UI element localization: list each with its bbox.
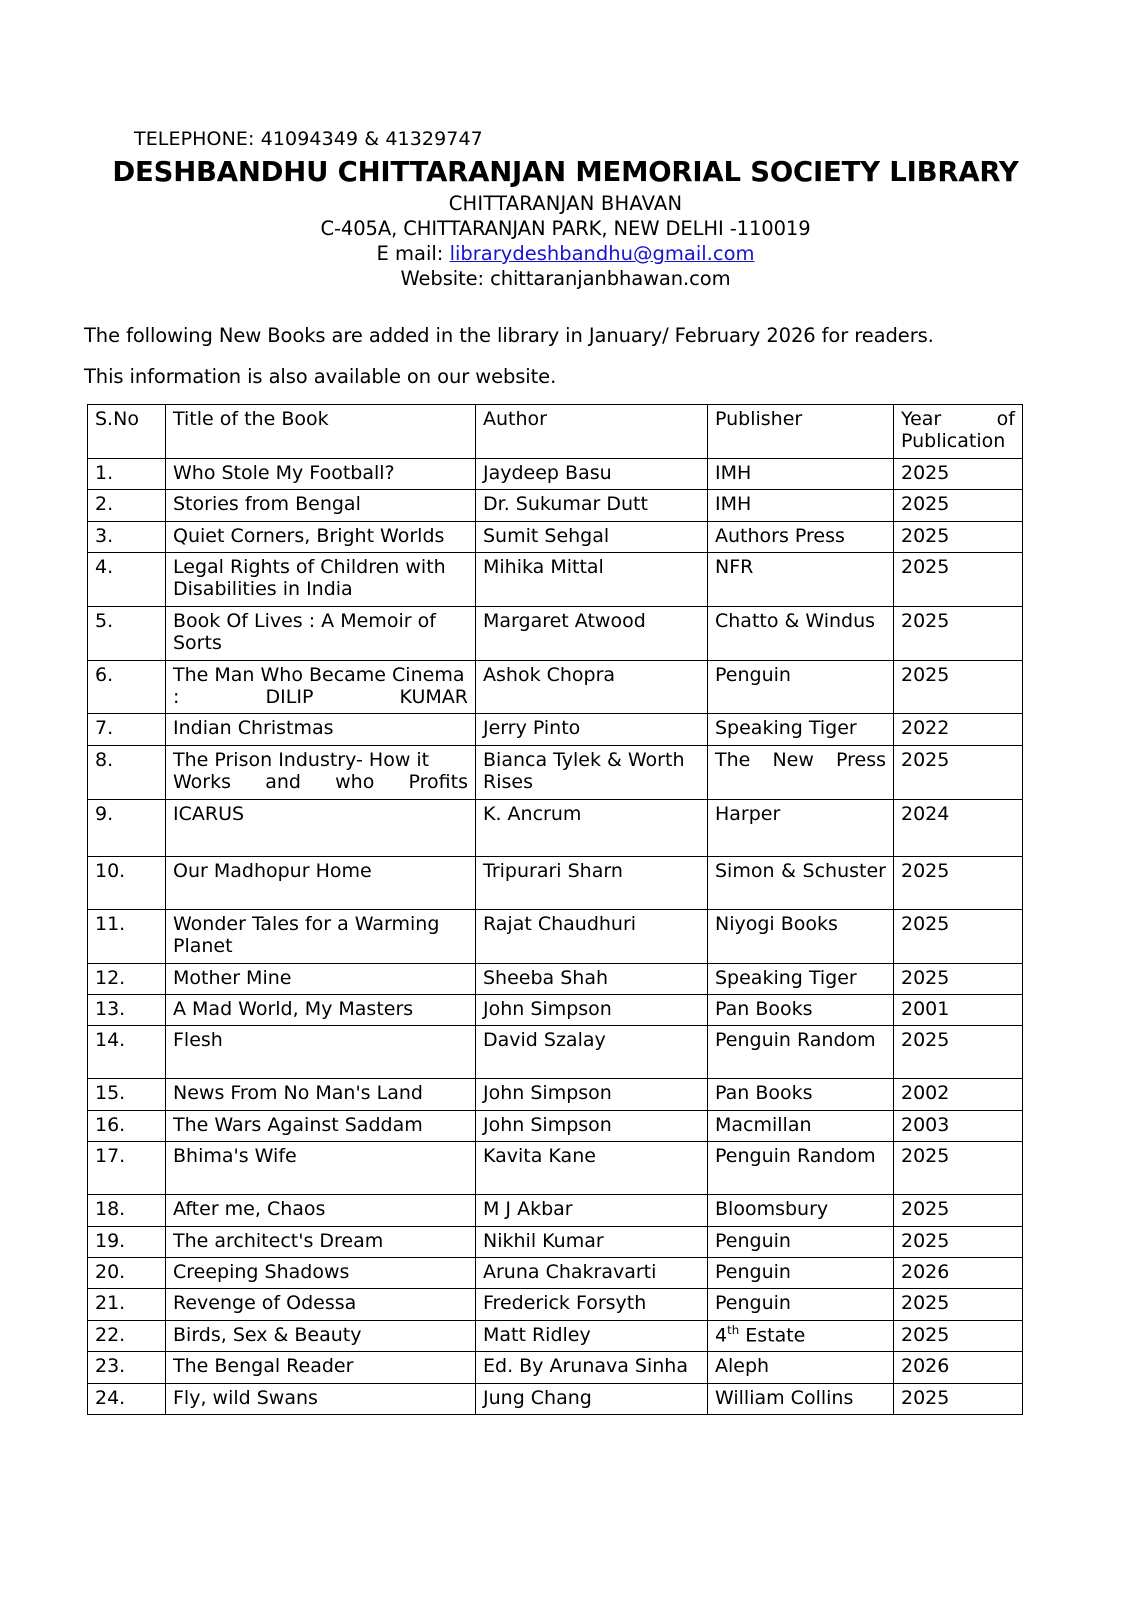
table-row [88,521,1023,552]
cell-publisher: Pan Books [708,994,894,1025]
cell-title: The Bengal Reader [166,1352,476,1383]
table-row [88,606,1023,660]
cell-author: Aruna Chakravarti [476,1257,708,1288]
intro-line-2: This information is also available on our website. [84,365,557,388]
cell-title: Flesh [166,1026,476,1079]
cell-sno: 2. [88,490,166,521]
cell-author: K. Ancrum [476,799,708,856]
cell-year: 2025 [894,1026,1023,1079]
cell-year: 2025 [894,1226,1023,1257]
table-row [88,1226,1023,1257]
table-row [88,799,1023,856]
cell-author: Sheeba Shah [476,963,708,994]
building-name: CHITTARANJAN BHAVAN [448,192,683,215]
email-label: E mail: [376,242,450,265]
cell-author: Matt Ridley [476,1320,708,1352]
cell-author: Jerry Pinto [476,714,708,745]
cell-author: Sumit Sehgal [476,521,708,552]
cell-sno: 23. [88,1352,166,1383]
cell-year: 2025 [894,1142,1023,1195]
table-row [88,1026,1023,1079]
cell-publisher: Speaking Tiger [708,963,894,994]
cell-year: 2025 [894,1195,1023,1226]
cell-sno: 21. [88,1289,166,1320]
cell-author: Margaret Atwood [476,606,708,660]
table-row [88,745,1023,799]
table-row [88,856,1023,909]
cell-sno: 13. [88,994,166,1025]
table-row [88,458,1023,489]
cell-sno: 20. [88,1257,166,1288]
cell-title: Indian Christmas [166,714,476,745]
cell-title: Mother Mine [166,963,476,994]
cell-sno: 3. [88,521,166,552]
column-header-sno: S.No [88,405,166,459]
cell-title: Who Stole My Football? [166,458,476,489]
cell-title: Creeping Shadows [166,1257,476,1288]
cell-author: Mihika Mittal [476,553,708,607]
cell-year: 2025 [894,660,1023,714]
table-row [88,1195,1023,1226]
cell-sno: 24. [88,1383,166,1414]
cell-year: 2026 [894,1257,1023,1288]
cell-year: 2001 [894,994,1023,1025]
cell-sno: 18. [88,1195,166,1226]
cell-title: Legal Rights of Children with Disabilities in India [166,553,476,607]
cell-author: John Simpson [476,1079,708,1110]
website-line: Website: chittaranjanbhawan.com [400,267,731,290]
cell-author: Ashok Chopra [476,660,708,714]
table-row [88,994,1023,1025]
cell-year: 2025 [894,856,1023,909]
cell-publisher: Penguin [708,1226,894,1257]
cell-year: 2003 [894,1110,1023,1141]
cell-author: Jung Chang [476,1383,708,1414]
cell-title: ICARUS [166,799,476,856]
cell-sno: 7. [88,714,166,745]
cell-publisher: Macmillan [708,1110,894,1141]
table-row [88,963,1023,994]
cell-publisher: IMH [708,490,894,521]
cell-title: Wonder Tales for a Warming Planet [166,909,476,963]
cell-year: 2002 [894,1079,1023,1110]
cell-sno: 5. [88,606,166,660]
cell-publisher: William Collins [708,1383,894,1414]
organization-title: DESHBANDHU CHITTARANJAN MEMORIAL SOCIETY LIBRARY [112,156,1019,188]
cell-publisher: 4th Estate [708,1320,894,1352]
cell-author: Bianca Tylek & Worth Rises [476,745,708,799]
column-header-year-word2: of [996,408,1015,430]
table-row [88,1257,1023,1288]
cell-sno: 6. [88,660,166,714]
cell-sno: 14. [88,1026,166,1079]
column-header-title: Title of the Book [166,405,476,459]
cell-title: Quiet Corners, Bright Worlds [166,521,476,552]
cell-publisher: Simon & Schuster [708,856,894,909]
cell-title: The Wars Against Saddam [166,1110,476,1141]
cell-sno: 19. [88,1226,166,1257]
cell-publisher: Authors Press [708,521,894,552]
cell-publisher: Penguin Random [708,1142,894,1195]
cell-sno: 9. [88,799,166,856]
cell-author: Kavita Kane [476,1142,708,1195]
cell-year: 2025 [894,521,1023,552]
table-row [88,1110,1023,1141]
cell-publisher: IMH [708,458,894,489]
cell-author: Frederick Forsyth [476,1289,708,1320]
cell-year: 2025 [894,1320,1023,1352]
table-row [88,714,1023,745]
cell-publisher: Penguin Random [708,1026,894,1079]
cell-title: Birds, Sex & Beauty [166,1320,476,1352]
table-row [88,1383,1023,1414]
email-line [84,242,1047,265]
cell-publisher: Penguin [708,660,894,714]
cell-year: 2025 [894,909,1023,963]
cell-author: Ed. By Arunava Sinha [476,1352,708,1383]
cell-sno: 11. [88,909,166,963]
cell-title: Our Madhopur Home [166,856,476,909]
cell-author: David Szalay [476,1026,708,1079]
address-line: C-405A, CHITTARANJAN PARK, NEW DELHI -110019 [320,217,811,240]
cell-sno: 17. [88,1142,166,1195]
cell-publisher: NFR [708,553,894,607]
cell-year: 2025 [894,1289,1023,1320]
cell-author: Jaydeep Basu [476,458,708,489]
cell-publisher: Speaking Tiger [708,714,894,745]
cell-author: Dr. Sukumar Dutt [476,490,708,521]
table-row [88,1320,1023,1352]
telephone-line: TELEPHONE: 41094349 & 41329747 [134,128,483,150]
cell-sno: 12. [88,963,166,994]
cell-title: Fly, wild Swans [166,1383,476,1414]
cell-title: The architect's Dream [166,1226,476,1257]
column-header-year-word3: Publication [901,430,1006,453]
cell-sno: 8. [88,745,166,799]
cell-year: 2025 [894,1383,1023,1414]
cell-author: Tripurari Sharn [476,856,708,909]
cell-author: Nikhil Kumar [476,1226,708,1257]
cell-title: Bhima's Wife [166,1142,476,1195]
cell-year: 2025 [894,606,1023,660]
cell-author: Rajat Chaudhuri [476,909,708,963]
cell-publisher: Aleph [708,1352,894,1383]
cell-title: After me, Chaos [166,1195,476,1226]
cell-title: The Prison Industry- How it Works and who Profits [166,745,476,799]
cell-publisher: Harper [708,799,894,856]
cell-publisher: Chatto & Windus [708,606,894,660]
cell-year: 2024 [894,799,1023,856]
table-row [88,1289,1023,1320]
cell-sno: 22. [88,1320,166,1352]
cell-year: 2026 [894,1352,1023,1383]
cell-publisher: Niyogi Books [708,909,894,963]
table-row [88,909,1023,963]
column-header-year-word1: Year [901,408,942,430]
cell-sno: 10. [88,856,166,909]
table-row [88,490,1023,521]
cell-sno: 16. [88,1110,166,1141]
cell-author: M J Akbar [476,1195,708,1226]
cell-year: 2022 [894,714,1023,745]
cell-sno: 1. [88,458,166,489]
column-header-author: Author [476,405,708,459]
cell-publisher: The New Press [708,745,894,799]
cell-publisher: Bloomsbury [708,1195,894,1226]
cell-author: John Simpson [476,994,708,1025]
cell-sno: 4. [88,553,166,607]
column-header-year [894,405,1023,459]
cell-sno: 15. [88,1079,166,1110]
new-books-table [87,404,1023,1415]
table-row [88,553,1023,607]
cell-title: Stories from Bengal [166,490,476,521]
cell-author: John Simpson [476,1110,708,1141]
table-row [88,660,1023,714]
cell-title: The Man Who Became Cinema : DILIP KUMAR [166,660,476,714]
column-header-publisher: Publisher [708,405,894,459]
cell-year: 2025 [894,458,1023,489]
cell-title: News From No Man's Land [166,1079,476,1110]
cell-publisher: Penguin [708,1289,894,1320]
cell-year: 2025 [894,553,1023,607]
cell-year: 2025 [894,490,1023,521]
cell-title: A Mad World, My Masters [166,994,476,1025]
intro-line-1: The following New Books are added in the library in January/ February 2026 for readers. [84,324,934,347]
table-row [88,1142,1023,1195]
cell-publisher: Penguin [708,1257,894,1288]
table-row [88,1352,1023,1383]
cell-year: 2025 [894,745,1023,799]
table-row [88,1079,1023,1110]
cell-title: Revenge of Odessa [166,1289,476,1320]
cell-title: Book Of Lives : A Memoir of Sorts [166,606,476,660]
email-link[interactable]: librarydeshbandhu@gmail.com [449,242,755,265]
table-header-row [88,405,1023,459]
cell-publisher: Pan Books [708,1079,894,1110]
cell-year: 2025 [894,963,1023,994]
